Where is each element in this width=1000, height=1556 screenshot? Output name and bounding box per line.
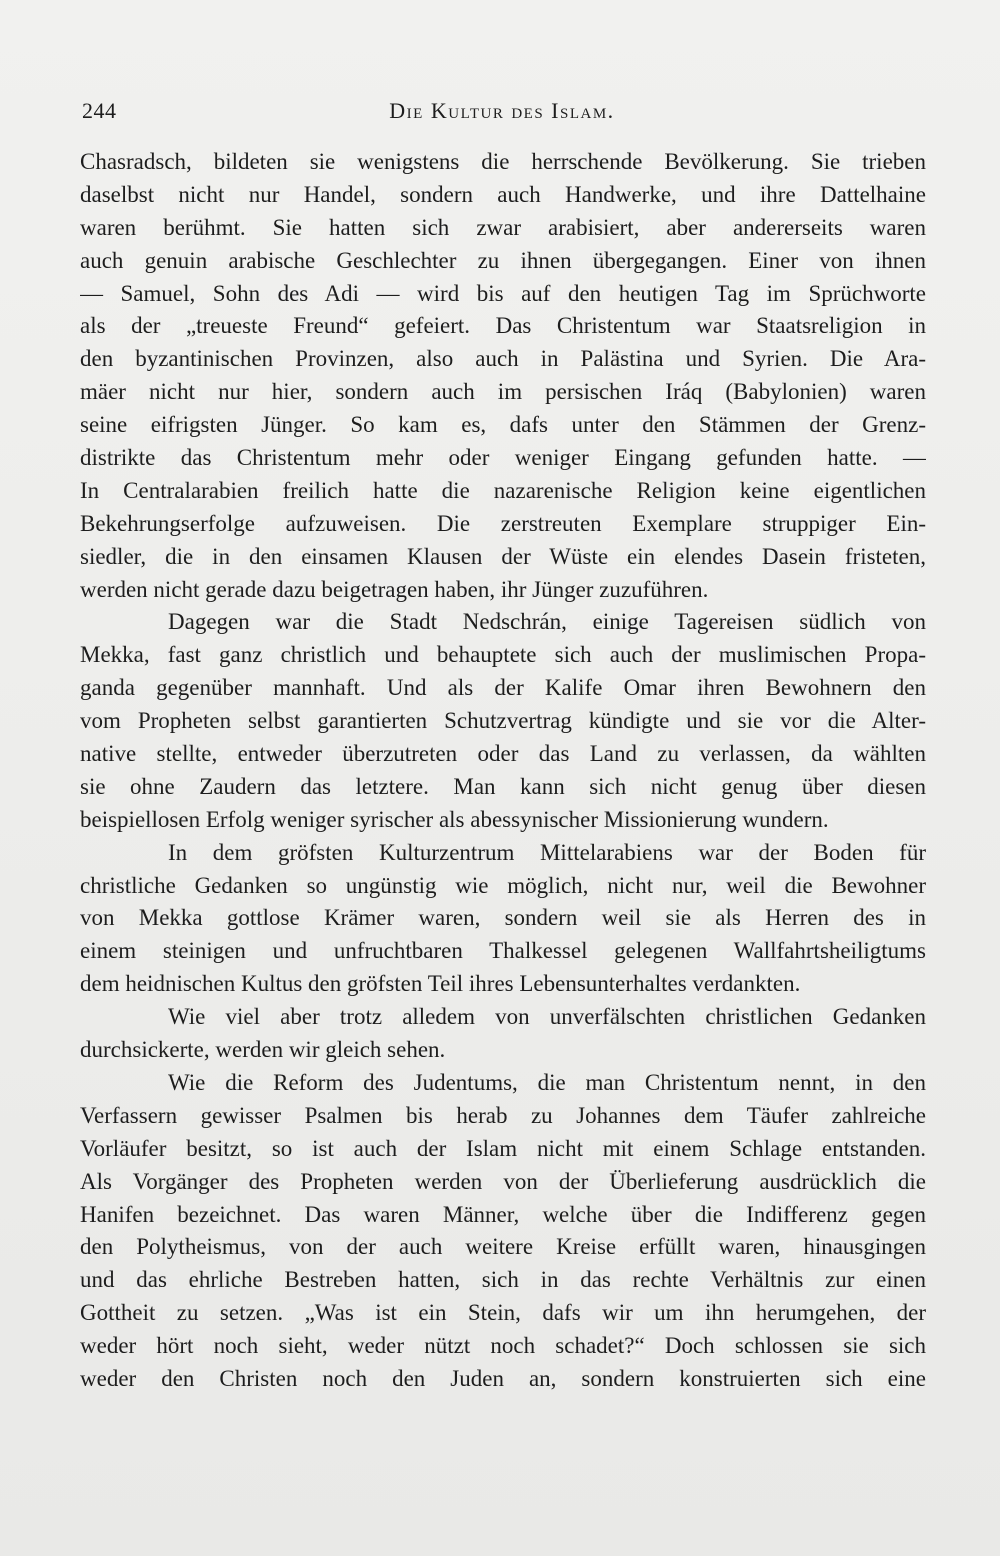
text-line: Bekehrungserfolge aufzuweisen. Die zerstreuten Exemplare struppiger Ein-: [80, 510, 926, 536]
text-line: Wie viel aber trotz alledem von unverfälschten christlichen Gedanken: [168, 1004, 926, 1030]
page-header: [82, 98, 922, 138]
text-line: als der „treueste Freund“ gefeiert. Das Christentum war Staatsreligion in: [80, 313, 926, 339]
running-title: Die Kultur des Islam.: [389, 98, 615, 123]
text-line: Vorläufer besitzt, so ist auch der Islam nicht mit einem Schlage entstanden.: [80, 1135, 926, 1161]
text-line: durchsickerte, werden wir gleich sehen.: [80, 1037, 446, 1063]
text-line: native stellte, entweder überzutreten oder das Land zu verlassen, da wählten: [80, 741, 926, 767]
text-line: sie ohne Zaudern das letztere. Man kann sich nicht genug über diesen: [80, 773, 926, 799]
text-line: Gottheit zu setzen. „Was ist ein Stein, dafs wir um ihn herumgehen, der: [80, 1300, 926, 1326]
text-line: christliche Gedanken so ungünstig wie möglich, nicht nur, weil die Bewohner: [80, 872, 926, 898]
text-line: waren berühmt. Sie hatten sich zwar arabisiert, aber andererseits waren: [80, 214, 926, 240]
text-line: distrikte das Christentum mehr oder weniger Eingang gefunden hatte. —: [80, 445, 926, 471]
text-line: ganda gegenüber mannhaft. Und als der Kalife Omar ihren Bewohnern den: [80, 675, 926, 701]
body-text: [80, 146, 926, 1396]
text-line: Chasradsch, bildeten sie wenigstens die herrschende Bevölkerung. Sie trieben: [80, 149, 926, 174]
text-line: — Samuel, Sohn des Adi — wird bis auf den heutigen Tag im Sprüchworte: [80, 280, 926, 306]
text-line: beispiellosen Erfolg weniger syrischer als abessynischer Missionierung wundern.: [80, 806, 829, 832]
text-line: werden nicht gerade dazu beigetragen haben, ihr Jünger zuzuführen.: [80, 576, 709, 602]
text-line: In dem gröfsten Kulturzentrum Mittelarabiens war der Boden für: [168, 839, 926, 865]
text-line: Verfassern gewisser Psalmen bis herab zu Johannes dem Täufer zahlreiche: [80, 1102, 926, 1128]
text-line: Hanifen bezeichnet. Das waren Männer, welche über die Indifferenz gegen: [80, 1201, 926, 1227]
text-line: und das ehrliche Bestreben hatten, sich in das rechte Verhältnis zur einen: [80, 1267, 926, 1293]
text-line: weder den Christen noch den Juden an, sondern konstruierten sich eine: [80, 1365, 926, 1391]
text-line: Wie die Reform des Judentums, die man Christentum nennt, in den: [168, 1069, 926, 1095]
text-line: seine eifrigsten Jünger. So kam es, dafs unter den Stämmen der Grenz-: [80, 412, 926, 438]
text-line: Als Vorgänger des Propheten werden von der Überlieferung ausdrücklich die: [80, 1168, 926, 1194]
text-line: von Mekka gottlose Krämer waren, sondern weil sie als Herren des in: [80, 905, 926, 931]
text-line: auch genuin arabische Geschlechter zu ihnen übergegangen. Einer von ihnen: [80, 247, 926, 273]
text-line: Mekka, fast ganz christlich und behauptete sich auch der muslimischen Propa-: [80, 642, 926, 668]
text-line: In Centralarabien freilich hatte die nazarenische Religion keine eigentlichen: [80, 477, 926, 503]
text-line: vom Propheten selbst garantierten Schutzvertrag kündigte und sie vor die Alter-: [80, 708, 926, 734]
text-line: Dagegen war die Stadt Nedschrán, einige Tagereisen südlich von: [168, 609, 926, 635]
text-line: daselbst nicht nur Handel, sondern auch Handwerke, und ihre Dattelhaine: [80, 181, 926, 207]
text-line: den byzantinischen Provinzen, also auch in Palästina und Syrien. Die Ara-: [80, 346, 926, 372]
text-line: dem heidnischen Kultus den gröfsten Teil ihres Lebensunterhaltes verdankten.: [80, 971, 801, 997]
text-line: einem steinigen und unfruchtbaren Thalkessel gelegenen Wallfahrtsheiligtums: [80, 938, 926, 964]
text-line: weder hört noch sieht, weder nützt noch schadet?“ Doch schlossen sie sich: [80, 1333, 926, 1359]
text-line: den Polytheismus, von der auch weitere Kreise erfüllt waren, hinausgingen: [80, 1234, 926, 1260]
page-number: 244: [82, 98, 117, 123]
text-line: mäer nicht nur hier, sondern auch im persischen Iráq (Babylonien) waren: [80, 379, 926, 405]
text-line: siedler, die in den einsamen Klausen der Wüste ein elendes Dasein fristeten,: [80, 543, 926, 569]
